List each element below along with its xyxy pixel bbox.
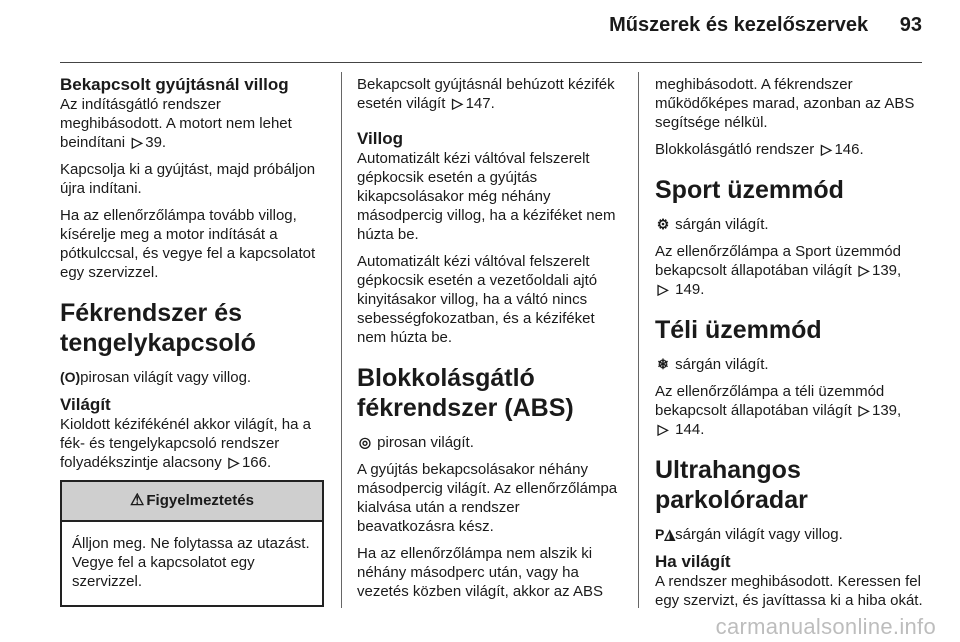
paragraph: meghibásodott. A fékrendszer működőképes marad, azonban az ABS segítsége nélkül. xyxy=(655,76,915,131)
paragraph: Kapcsolja ki a gyújtást, majd próbáljon újra indítani. xyxy=(60,161,316,197)
page-ref-icon: ▷ xyxy=(131,134,143,150)
snowflake-icon: ❄ xyxy=(657,356,669,372)
paragraph: Ha az ellenőrzőlámpa nem alszik ki néhány másodperc után, vagy ha vezetés közben világít, akkor az ABS xyxy=(357,545,603,600)
paragraph: Automatizált kézi váltóval felszerelt gépkocsik esetén a gyújtás kikapcsolásakor még néhány másodpercig villog, ha a kéziféket nem húzta be. xyxy=(357,150,616,243)
paragraph: Ha az ellenőrzőlámpa tovább villog, kísérelje meg a motor indítását a pótkulccsal, és vegye fel a kapcsolatot egy szervizzel. xyxy=(60,207,316,281)
section-title-parkoloradar: Ultrahangos parkolóradar xyxy=(655,456,808,514)
paragraph: Bekapcsolt gyújtásnál behúzott kézifék esetén világít ▷ 147. xyxy=(357,76,615,112)
paragraph: Az ellenőrzőlámpa a téli üzemmód bekapcsolt állapotában világít ▷ 139, ▷ 144. xyxy=(655,383,902,438)
parking-radar-icon: P◮ xyxy=(655,526,676,542)
sport-mode-icon: ⚙ xyxy=(656,216,670,232)
paragraph: Az indításgátló rendszer meghibásodott. A motort nem lehet beindítani ▷ 39. xyxy=(60,96,292,151)
page-ref-icon: ▷ xyxy=(228,454,240,470)
paragraph: (O) pirosan világít vagy villog. xyxy=(60,369,252,386)
paragraph: ◎ pirosan világít. xyxy=(358,434,474,451)
section-title-sport: Sport üzemmód xyxy=(655,176,844,204)
paragraph: Az ellenőrzőlámpa a Sport üzemmód bekapcsolt állapotában világít ▷ 139, ▷ 149. xyxy=(655,243,902,298)
column-2 xyxy=(357,75,621,601)
warning-triangle-icon: ⚠ xyxy=(130,492,145,509)
paragraph: P◮ sárgán világít vagy villog. xyxy=(655,526,843,543)
column-3 xyxy=(655,75,927,610)
section-title-abs: Blokkolásgátló fékrendszer (ABS) xyxy=(357,364,574,422)
warning-text: Álljon meg. Ne folytassa az utazást. Vegye fel a kapcsolatot egy szervizzel. xyxy=(72,535,310,590)
paragraph: A rendszer meghibásodott. Keressen fel egy szervizt, és javíttassa ki a hiba okát. xyxy=(655,573,923,609)
page-ref-icon: ▷ xyxy=(657,421,669,437)
paragraph: Kioldott kézifékénél akkor világít, ha a fék- és tengelykapcsoló rendszer folyadékszintje alacsony ▷ 166. xyxy=(60,416,311,471)
warning-box xyxy=(60,480,324,607)
heading-villog: Villog xyxy=(357,129,403,148)
page-number: 93 xyxy=(899,14,922,36)
column-1 xyxy=(60,75,324,607)
warning-header: ⚠ Figyelmeztetés xyxy=(62,482,322,522)
page-ref: 39. xyxy=(145,134,167,151)
heading-ha-vilagit: Ha világít xyxy=(655,552,731,571)
paragraph: A gyújtás bekapcsolásakor néhány másodpercig világít. Az ellenőrzőlámpa kialvása után a rendszer beavatkozásra kész. xyxy=(357,461,618,535)
header-rule xyxy=(60,62,922,63)
heading-villog-gyujtas: Bekapcsolt gyújtásnál villog xyxy=(60,75,289,94)
paragraph: ⚙ sárgán világít. xyxy=(656,216,769,233)
paragraph: Blokkolásgátló rendszer ▷ 146. xyxy=(655,141,864,158)
paragraph: ❄ sárgán világít. xyxy=(655,355,927,374)
column-divider-1 xyxy=(341,72,342,608)
page-ref-icon: ▷ xyxy=(821,141,832,157)
page-header xyxy=(0,14,922,37)
page-title: Műszerek és kezelőszervek xyxy=(609,14,869,36)
section-title-teli: Téli üzemmód xyxy=(655,316,822,344)
page-ref-icon: ▷ xyxy=(858,262,870,278)
page-ref-icon: ▷ xyxy=(657,281,669,297)
abs-icon: ◎ xyxy=(358,434,372,450)
column-divider-2 xyxy=(638,72,639,608)
section-title-fekrendszer: Fékrendszer és tengelykapcsoló xyxy=(60,299,256,357)
page-ref-icon: ▷ xyxy=(858,402,870,418)
page-ref-icon: ▷ xyxy=(452,95,463,111)
heading-vilagit: Világít xyxy=(60,395,111,414)
watermark: carmanualsonline.info xyxy=(715,614,936,639)
paragraph: Automatizált kézi váltóval felszerelt gépkocsik esetén a vezetőoldali ajtó kinyitásakor villog, ha a váltó nincs sebességfokozatban, és a kéziféket nem húzta be. xyxy=(357,253,598,346)
brake-warning-icon: (O) xyxy=(60,369,81,385)
